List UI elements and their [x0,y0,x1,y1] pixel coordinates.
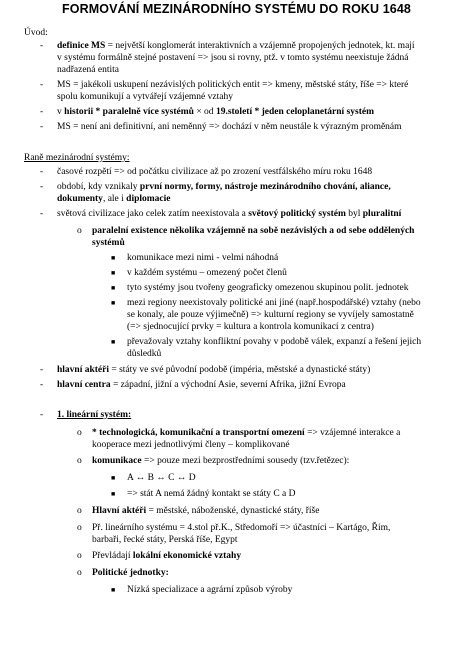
uvod-item-2-line-2: spolu komunikují a vytvářejí vzájemné vztahy [57,92,233,102]
rane-item-3: světová civilizace jako celek zatím neexistovala a světový politický systém byl pluralitní [57,209,402,219]
dash-bullet: - [40,410,44,420]
section-heading-linear: 1. lineární systém: [57,410,132,420]
rane-sub-line-2: systémů [92,238,125,248]
circle-bullet: o [77,551,82,561]
rane-item-2-line-2: dokumenty, ale i diplomacie [57,194,171,204]
square-bullet: ■ [111,269,116,277]
square-bullet: ■ [111,338,116,346]
uvod-item-2-line-1: MS = jakékoli uskupení nezávislých politických entit => kmeny, městské státy, říše => které [57,80,409,90]
linear-o6-point-1: Nízká specializace a agrární způsob výroby [127,585,293,595]
circle-bullet: o [77,226,82,236]
square-bullet: ■ [111,284,116,292]
page-title: FORMOVÁNÍ MEZINÁRODNÍHO SYSTÉMU DO ROKU 1648 [62,2,411,16]
circle-bullet: o [77,523,82,533]
uvod-item-1-line-3: nadřazená entita [57,65,119,75]
rane-item-2-line-1: období, kdy vznikaly první normy, formy, nástroje mezinárodního chování, aliance, [57,182,391,192]
dash-bullet: - [40,182,44,192]
rane-item-1: časové rozpětí => od počátku civilizace až po zrození vestfálského míru roku 1648 [57,167,373,177]
dash-bullet: - [40,41,44,51]
linear-o3: Hlavní aktéři = městské, náboženské, dynastické státy, říše [92,506,320,516]
rane-point-2: v každém systému – omezený počet členů [127,268,287,278]
dash-bullet: - [40,380,44,390]
dash-bullet: - [40,167,44,177]
linear-o2-point-1: A ↔ B ↔ C ↔ D [127,473,196,483]
linear-o4-line-2: barbaři, řecké státy, Perská říše, Egypt [92,535,238,545]
dash-bullet: - [40,209,44,219]
rane-after-1: hlavní aktéři = státy ve své původní podobě (impéria, městské a dynastické státy) [57,365,371,375]
uvod-item-1-line-2: v systému formálně stejné postavení => jsou si rovny, ptž. v tomto systému neexistuje žádná [57,53,409,63]
dash-bullet: - [40,365,44,375]
dash-bullet: - [40,107,44,117]
circle-bullet: o [77,568,82,578]
linear-o2: komunikace => pouze mezi bezprostředními sousedy (tzv.řetězec): [92,456,350,466]
linear-o1-line-1: * technologická, komunikační a transportní omezení => vzájemné interakce a [92,428,401,438]
linear-o5: Převládají lokální ekonomické vztahy [92,551,242,561]
linear-o1-line-2: kooperace mezi jednotlivými členy – komplikované [92,440,290,450]
uvod-item-3: v historii * paralelně více systémů × od 19.století * jeden celoplanetární systém [57,107,374,117]
dash-bullet: - [40,122,44,132]
dash-bullet: - [40,80,44,90]
square-bullet: ■ [111,254,116,262]
rane-point-3: tyto systémy jsou tvořeny geograficky omezenou skupinou polit. jednotek [127,283,409,293]
rane-after-2: hlavní centra = západní, jižní a východní Asie, severní Afrika, jižní Evropa [57,380,346,390]
linear-o2-point-2: => stát A nemá žádný kontakt se státy C a D [127,489,296,499]
linear-o6: Politické jednotky: [92,568,169,578]
rane-sub-line-1: paralelní existence několika vzájemně na sobě nezávislých a od sebe oddělených [92,226,415,236]
square-bullet: ■ [111,299,116,307]
linear-o4-line-1: Př. lineárního systému = 4.stol př.K., Středomoří => účastníci – Kartágo, Řím, [92,523,391,533]
rane-point-1: komunikace mezi nimi - velmi náhodná [127,253,279,263]
square-bullet: ■ [111,474,116,482]
circle-bullet: o [77,428,82,438]
rane-point-4-line-3: (=> sjednocující prvky = kultura a kontrola komunikací z centra) [127,322,374,332]
section-heading-rane: Raně mezinárodní systémy: [24,153,130,163]
uvod-item-4: MS = není ani definitivní, ani neměnný => dochází v něm neustále k výrazným proměnám [57,122,402,132]
square-bullet: ■ [111,490,116,498]
rane-point-5-line-2: důsledků [127,349,162,359]
circle-bullet: o [77,456,82,466]
rane-point-4-line-1: mezi regiony neexistovaly politické ani jiné (např.hospodářské) vztahy (nebo [127,298,421,308]
section-heading-uvod: Úvod: [24,28,48,38]
rane-point-5-line-1: převažovaly vztahy konfliktní povahy v podobě válek, expanzí a řešení jejich [127,337,422,347]
circle-bullet: o [77,506,82,516]
uvod-item-1-line-1: definice MS = největší konglomerát interaktivních a vzájemně propojených jednotek, kt. mají [57,41,415,51]
rane-point-4-line-2: se konaly, ale pouze výjimečně) => kulturní regiony se vyvíjely samostatně [127,310,414,320]
square-bullet: ■ [111,586,116,594]
